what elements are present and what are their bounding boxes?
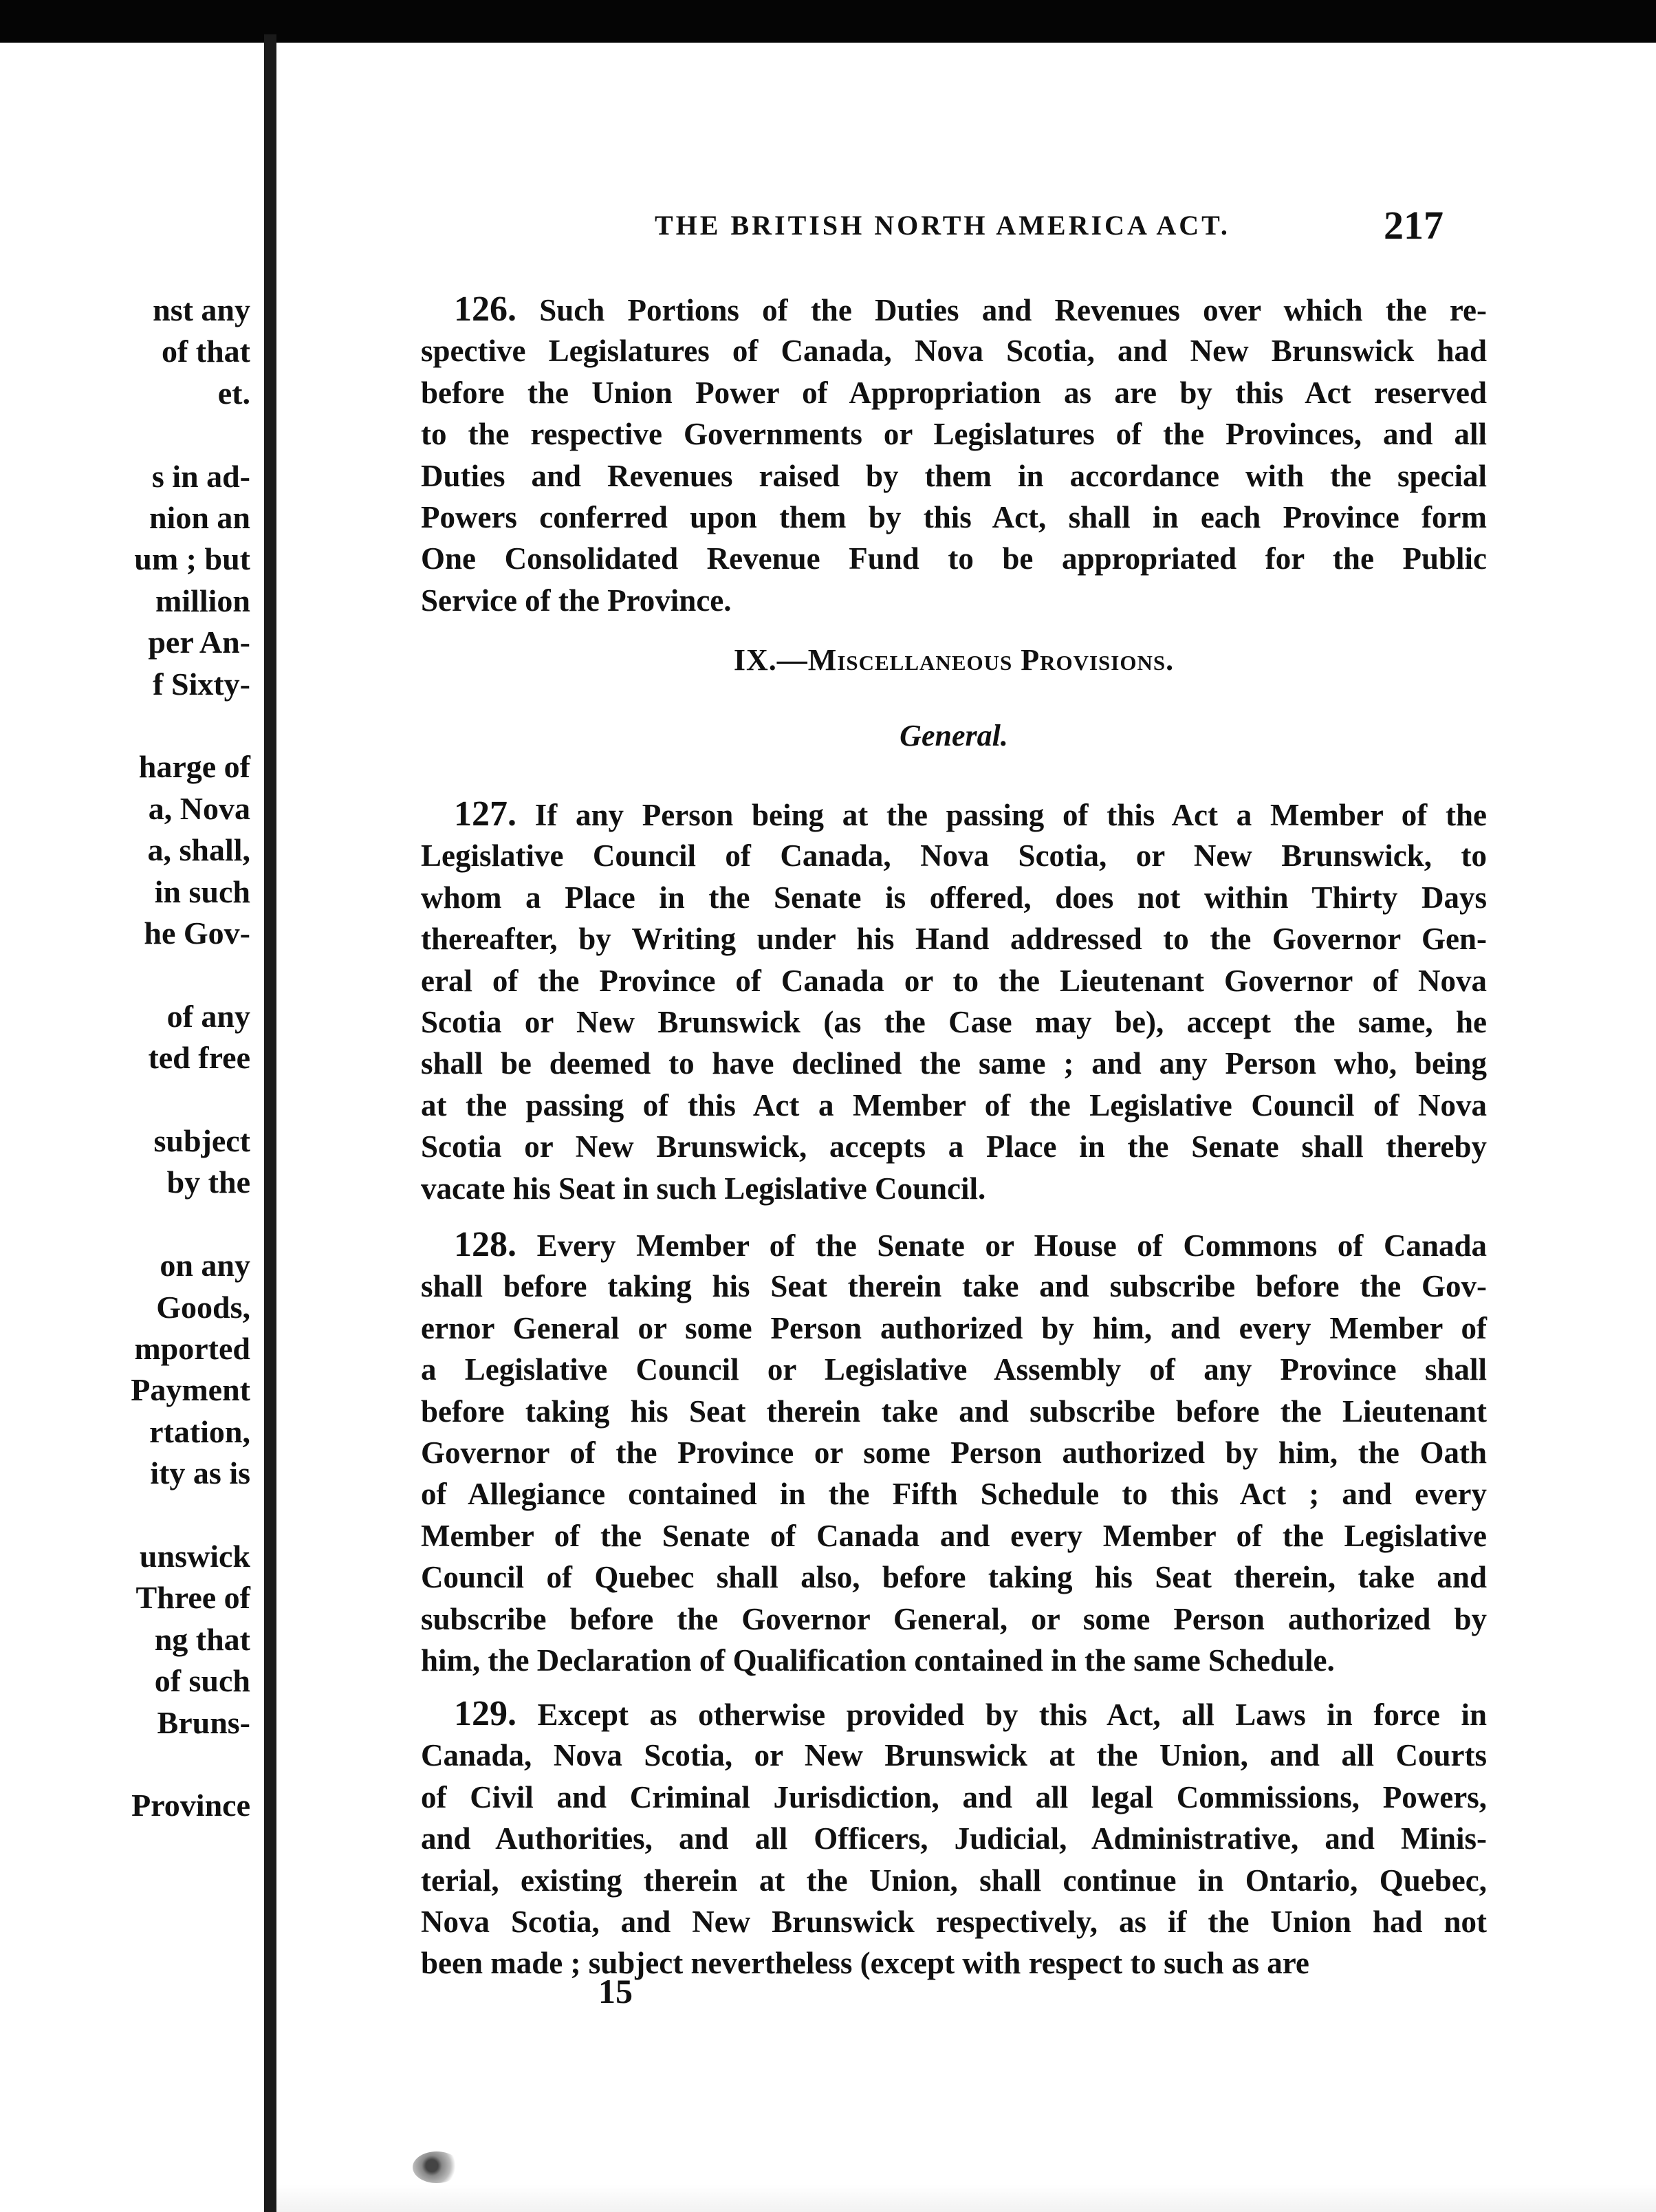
part-heading (421, 642, 1487, 677)
section-number: 128. (454, 1225, 516, 1264)
part-heading-text: IX.—Miscellaneous Provisions. (733, 643, 1175, 677)
text-line (421, 1693, 1487, 1735)
left-page-line: of any (166, 998, 250, 1034)
section-127 (421, 794, 1487, 1209)
text-line: whom a Place in the Senate is offered, does not within Thirty Days (421, 880, 1487, 915)
text-line: spective Legislatures of Canada, Nova Scotia, and New Brunswick had (421, 334, 1487, 369)
left-page-line: et. (217, 375, 250, 411)
text-line: Member of the Senate of Canada and every Member of the Legislative (421, 1518, 1487, 1553)
text-line: ernor General or some Person authorized by him, and every Member of (421, 1310, 1487, 1345)
left-page-line: of such (154, 1663, 250, 1699)
text-line: Scotia or New Brunswick, accepts a Place in the Senate shall thereby (421, 1129, 1487, 1164)
subheading-general: General. (900, 719, 1008, 752)
text-line (421, 794, 1487, 835)
left-page-line: Bruns- (157, 1704, 250, 1740)
text-line: been made ; subject nevertheless (except with respect to such as are (421, 1946, 1309, 1981)
left-page-line: harge of (138, 749, 250, 785)
left-page-line: s in ad- (151, 458, 250, 494)
text-line: Nova Scotia, and New Brunswick respectively, as if the Union had not (421, 1904, 1487, 1939)
text-line: subscribe before the Governor General, or some Person authorized by (421, 1601, 1487, 1636)
text-line: Service of the Province. (421, 583, 732, 618)
section-number: 129. (454, 1694, 516, 1733)
text-line (421, 1224, 1487, 1266)
left-page-line: mported (134, 1331, 250, 1366)
left-page-line: rtation, (149, 1413, 250, 1449)
text-line: vacate his Seat in such Legislative Council. (421, 1171, 986, 1206)
text-line: Duties and Revenues raised by them in accordance with the special (421, 458, 1487, 493)
left-page-line: nst any (153, 292, 250, 327)
section-128 (421, 1224, 1487, 1681)
text-line: him, the Declaration of Qualification contained in the same Schedule. (421, 1642, 1335, 1678)
text-line: Council of Quebec shall also, before taking his Seat therein, take and (421, 1560, 1487, 1595)
left-page-line: a, shall, (147, 832, 250, 868)
page-number: 217 (1384, 203, 1443, 248)
text-line: at the passing of this Act a Member of the Legislative Council of Nova (421, 1087, 1487, 1123)
left-page-line: a, Nova (148, 790, 250, 826)
left-page-line: by the (166, 1164, 250, 1200)
left-page-line: um ; but (134, 541, 250, 577)
text-line (421, 289, 1487, 330)
left-page-line: Three of (135, 1580, 250, 1616)
text-line: Canada, Nova Scotia, or New Brunswick at the Union, and all Courts (421, 1738, 1487, 1773)
left-page-line: per An- (148, 625, 250, 660)
text-line: thereafter, by Writing under his Hand addressed to the Governor Gen- (421, 922, 1487, 957)
section-number: 127. (454, 794, 516, 834)
left-page-line: Province (131, 1788, 250, 1823)
text-line: terial, existing therein at the Union, shall continue in Ontario, Quebec, (421, 1863, 1487, 1898)
running-head: THE BRITISH NORTH AMERICA ACT. (655, 210, 1230, 241)
text-line: before the Union Power of Appropriation as are by this Act reserved (421, 375, 1487, 410)
left-page-fragment (0, 43, 264, 2212)
text-line: a Legislative Council or Legislative Assembly of any Province shall (421, 1352, 1487, 1387)
left-page-line: ted free (148, 1040, 250, 1076)
left-page-line: he Gov- (144, 915, 250, 951)
text-line: to the respective Governments or Legislatures of the Provinces, and all (421, 417, 1487, 452)
text-line-content: Every Member of the Senate or House of Commons of Canada (536, 1228, 1488, 1263)
text-line: One Consolidated Revenue Fund to be appropriated for the Public (421, 541, 1487, 576)
left-page-line: in such (154, 874, 250, 909)
text-line: Governor of the Province or some Person authorized by him, the Oath (421, 1435, 1487, 1470)
scan-top-border (0, 0, 1656, 43)
section-number: 126. (454, 290, 516, 329)
signature-folio: 15 (598, 1972, 633, 2010)
text-line: of Allegiance contained in the Fifth Schedule to this Act ; and every (421, 1477, 1487, 1512)
text-line-content: Except as otherwise provided by this Act, all Laws in force in (537, 1698, 1488, 1732)
text-line: shall before taking his Seat therein take and subscribe before the Gov- (421, 1269, 1487, 1304)
text-line: before taking his Seat therein take and subscribe before the Lieutenant (421, 1394, 1487, 1429)
left-page-line: subject (153, 1123, 250, 1158)
left-page-line: ng that (154, 1621, 250, 1657)
left-page-line: nion an (149, 500, 250, 535)
left-page-line: of that (161, 334, 250, 369)
book-gutter (264, 34, 276, 2212)
left-page-line: unswick (139, 1539, 250, 1574)
left-page-line: on any (160, 1248, 250, 1283)
text-line: Powers conferred upon them by this Act, shall in each Province form (421, 499, 1487, 534)
left-page-line: ity as is (150, 1455, 250, 1491)
text-line-content: Such Portions of the Duties and Revenues over which the re- (539, 293, 1488, 327)
right-page (276, 43, 1656, 2212)
text-line: of Civil and Criminal Jurisdiction, and all legal Commissions, Powers, (421, 1779, 1487, 1814)
text-line: and Authorities, and all Officers, Judicial, Administrative, and Minis- (421, 1821, 1487, 1856)
left-page-line: million (155, 583, 250, 618)
section-126 (421, 289, 1487, 621)
left-page-line: f Sixty- (153, 666, 250, 702)
text-line: eral of the Province of Canada or to the Lieutenant Governor of Nova (421, 963, 1487, 998)
text-line-content: If any Person being at the passing of this Act a Member of the (534, 798, 1487, 832)
text-line: Legislative Council of Canada, Nova Scotia, or New Brunswick, to (421, 838, 1487, 874)
left-page-line: Payment (131, 1372, 250, 1408)
text-line: Scotia or New Brunswick (as the Case may be), accept the same, he (421, 1004, 1487, 1039)
left-page-line: Goods, (156, 1289, 250, 1325)
section-129 (421, 1693, 1487, 1984)
text-line: shall be deemed to have declined the same ; and any Person who, being (421, 1046, 1487, 1081)
